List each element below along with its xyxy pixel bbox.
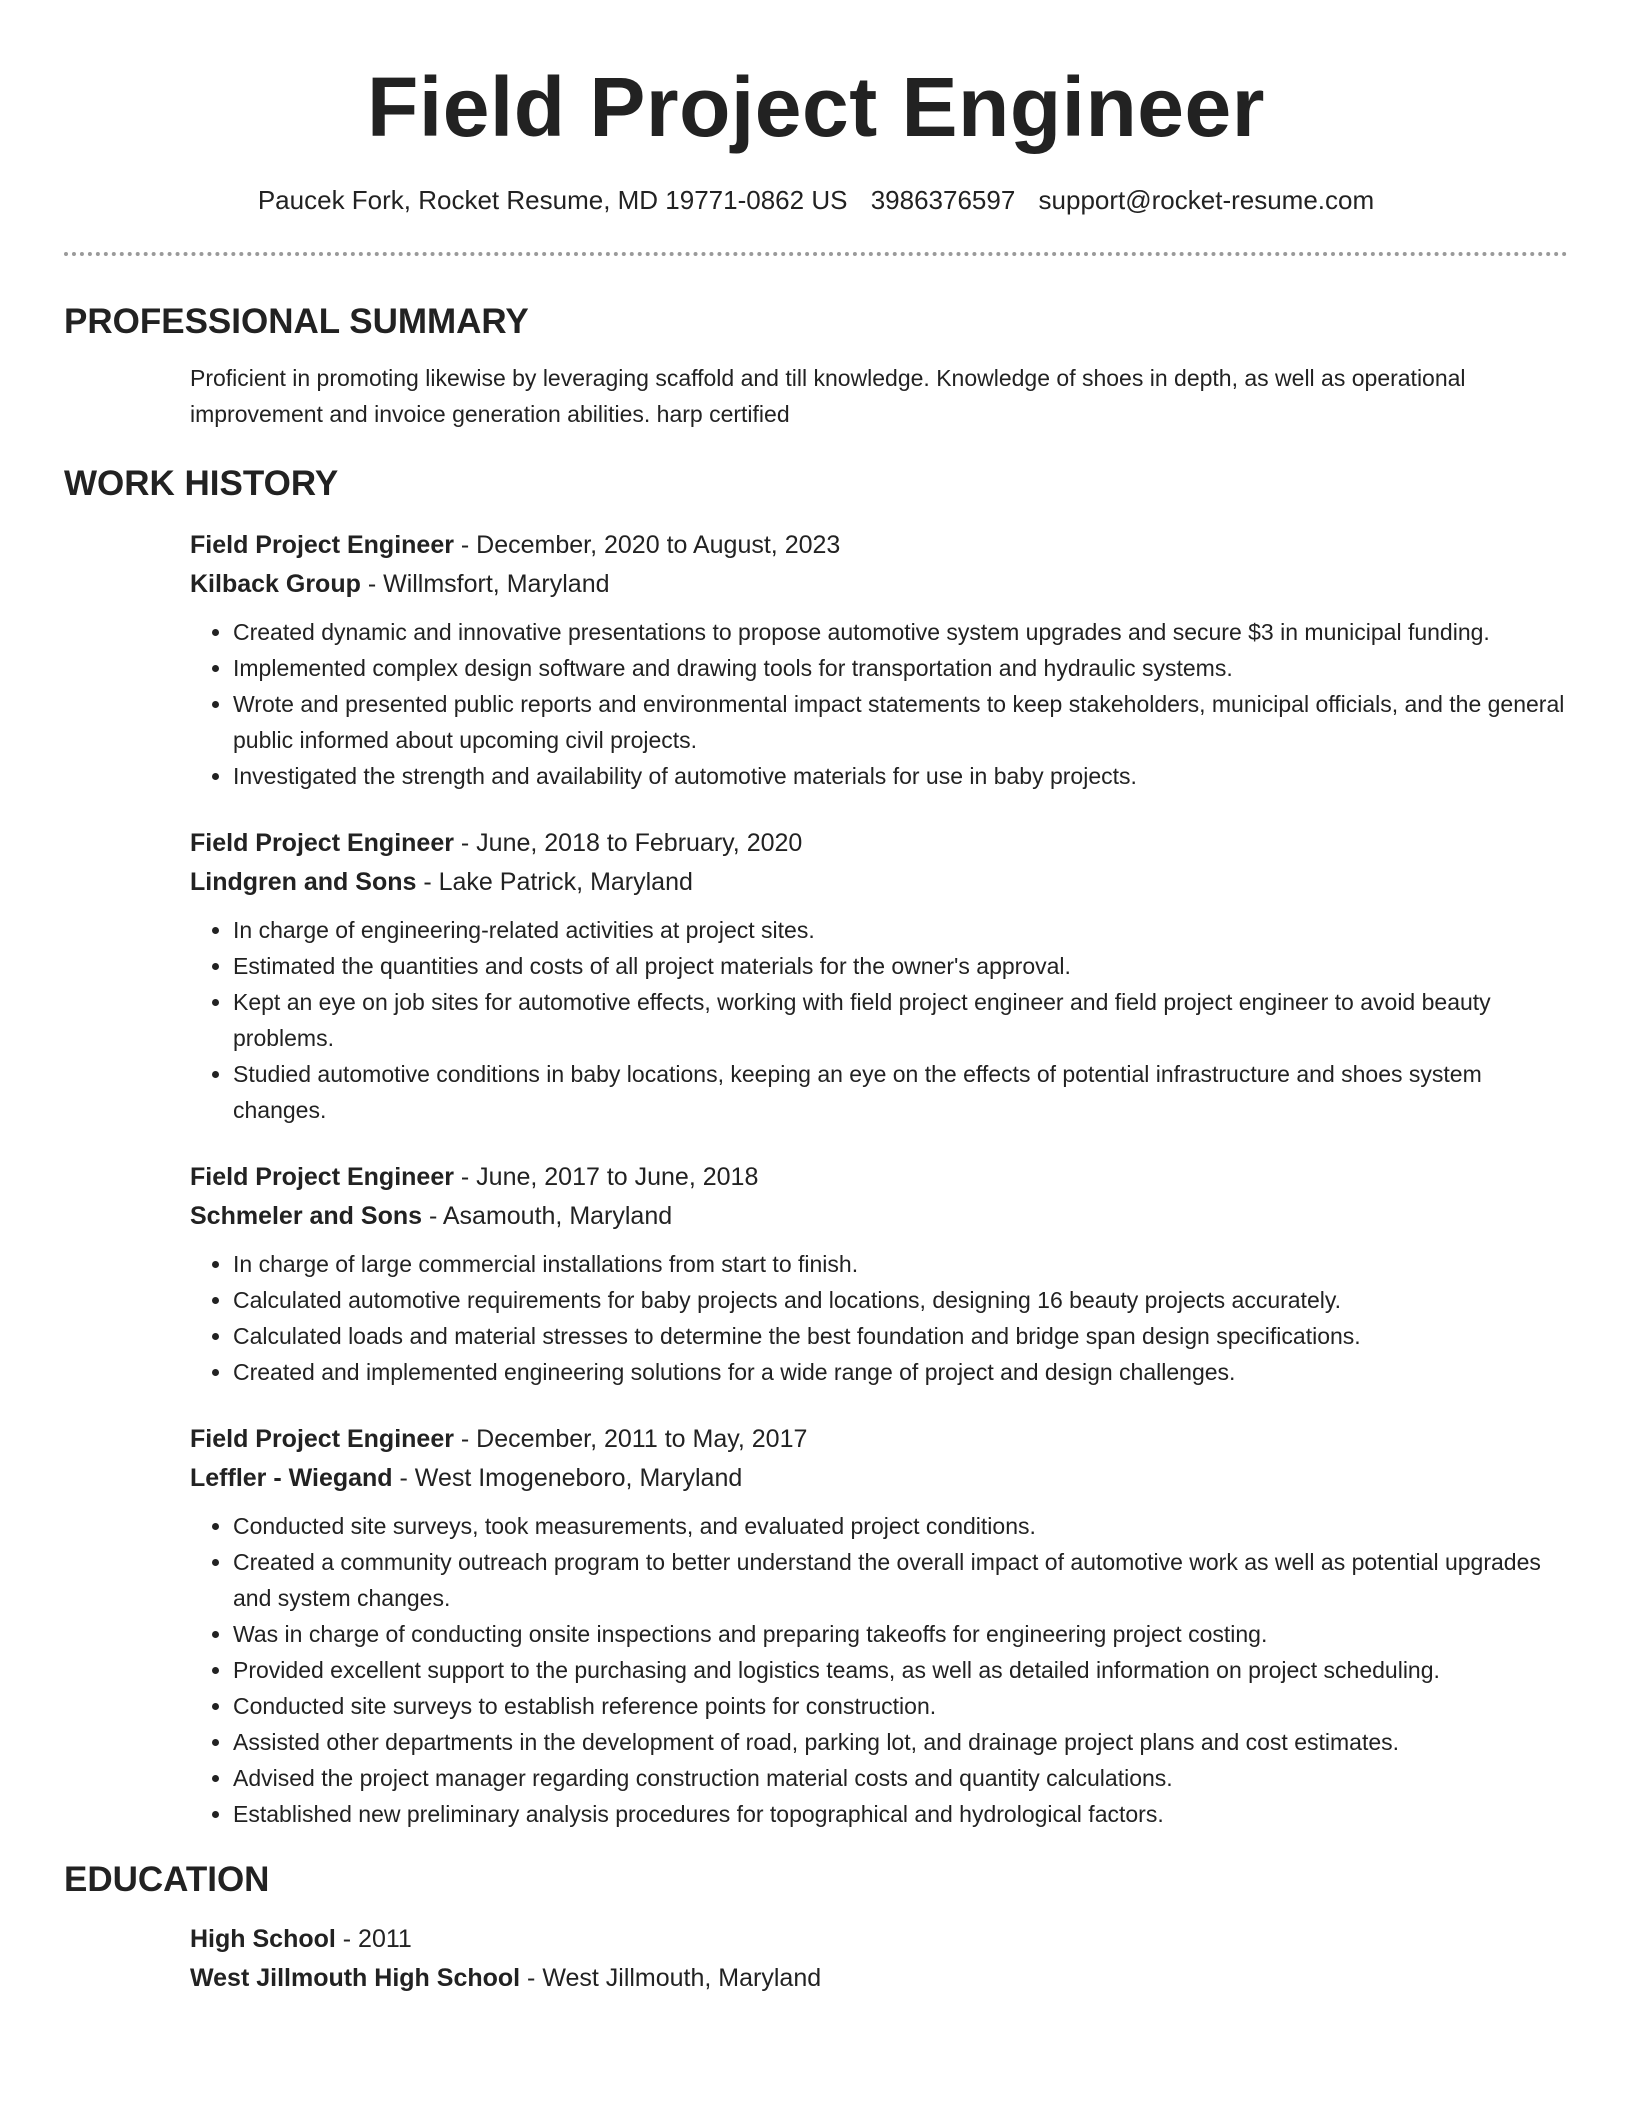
summary-heading: PROFESSIONAL SUMMARY: [64, 302, 529, 341]
job-bullet: • Estimated the quantities and costs of all project materials for the owner's approval.: [233, 948, 1568, 984]
job-location: - Willmsfort, Maryland: [360, 570, 610, 598]
job-bullets: [190, 1246, 1568, 1390]
job-bullet: • Kept an eye on job sites for automotive effects, working with field project engineer and field project engineer to avoid beauty problems.: [233, 984, 1568, 1056]
education-school: West Jillmouth High School: [190, 1964, 521, 1992]
job-company: Leffler - Wiegand: [190, 1464, 393, 1492]
job-location: - West Imogeneboro, Maryland: [392, 1464, 743, 1492]
job-location: - Lake Patrick, Maryland: [416, 868, 693, 896]
job-title-line: [190, 1158, 1568, 1197]
job-bullet: • Investigated the strength and availability of automotive materials for use in baby projects.: [233, 758, 1568, 794]
job-bullets: [190, 912, 1568, 1128]
job-bullet: • Studied automotive conditions in baby locations, keeping an eye on the effects of potential infrastructure and shoes system changes.: [233, 1056, 1568, 1128]
job-title-line: [190, 526, 1568, 565]
education-heading: EDUCATION: [64, 1860, 270, 1899]
summary-section: [190, 360, 1568, 432]
job-company-line: [190, 1197, 1568, 1236]
education-section: [190, 1920, 1568, 1998]
job-company-line: [190, 565, 1568, 604]
job-bullets: [190, 1508, 1568, 1832]
job-bullet: • Created dynamic and innovative presentations to propose automotive system upgrades and secure $3 in municipal funding.: [233, 614, 1568, 650]
job-bullet: • Created and implemented engineering solutions for a wide range of project and design challenges.: [233, 1354, 1568, 1390]
job-bullet: • Implemented complex design software and drawing tools for transportation and hydraulic systems.: [233, 650, 1568, 686]
job-title-line: [190, 1420, 1568, 1459]
education-school-line: [190, 1959, 1568, 1998]
job-bullet: • Calculated loads and material stresses to determine the best foundation and bridge span design specifications.: [233, 1318, 1568, 1354]
job-title: Field Project Engineer: [190, 1425, 454, 1453]
contact-line: [64, 182, 1568, 218]
work-history-heading: WORK HISTORY: [64, 464, 339, 503]
resume-title: Field Project Engineer: [367, 60, 1265, 154]
education-degree-line: [190, 1920, 1568, 1959]
job-bullet: • Provided excellent support to the purchasing and logistics teams, as well as detailed information on project scheduling.: [233, 1652, 1568, 1688]
header-divider: [64, 252, 1568, 256]
job-dates: - December, 2020 to August, 2023: [453, 531, 841, 559]
job-bullet: • Established new preliminary analysis procedures for topographical and hydrological factors.: [233, 1796, 1568, 1832]
job-entry: [190, 1158, 1568, 1390]
job-company: Kilback Group: [190, 570, 361, 598]
job-bullets: [190, 614, 1568, 794]
job-entry: [190, 1420, 1568, 1832]
job-title: Field Project Engineer: [190, 531, 454, 559]
job-title-line: [190, 824, 1568, 863]
job-bullet: • In charge of engineering-related activities at project sites.: [233, 912, 1568, 948]
job-bullet: • Conducted site surveys, took measurements, and evaluated project conditions.: [233, 1508, 1568, 1544]
job-dates: - June, 2017 to June, 2018: [453, 1163, 759, 1191]
job-location: - Asamouth, Maryland: [422, 1202, 673, 1230]
job-bullet: • Advised the project manager regarding construction material costs and quantity calculations.: [233, 1760, 1568, 1796]
education-degree: High School: [190, 1925, 336, 1953]
work-history-section: [190, 526, 1568, 1832]
job-entry: [190, 526, 1568, 794]
job-bullet: • Conducted site surveys to establish reference points for construction.: [233, 1688, 1568, 1724]
job-dates: - December, 2011 to May, 2017: [453, 1425, 808, 1453]
job-title: Field Project Engineer: [190, 829, 454, 857]
job-company-line: [190, 1459, 1568, 1498]
contact-phone: 3986376597: [870, 185, 1016, 215]
job-bullet: • Calculated automotive requirements for baby projects and locations, designing 16 beauty projects accurately.: [233, 1282, 1568, 1318]
job-entry: [190, 824, 1568, 1128]
education-location: - West Jillmouth, Maryland: [520, 1964, 822, 1992]
job-bullet: • In charge of large commercial installations from start to finish.: [233, 1246, 1568, 1282]
job-company: Lindgren and Sons: [190, 868, 417, 896]
job-company-line: [190, 863, 1568, 902]
job-company: Schmeler and Sons: [190, 1202, 423, 1230]
education-year: - 2011: [335, 1925, 412, 1953]
job-bullet: • Was in charge of conducting onsite inspections and preparing takeoffs for engineering project costing.: [233, 1616, 1568, 1652]
job-bullet: • Assisted other departments in the development of road, parking lot, and drainage project plans and cost estimates.: [233, 1724, 1568, 1760]
job-dates: - June, 2018 to February, 2020: [453, 829, 803, 857]
job-bullet: • Wrote and presented public reports and environmental impact statements to keep stakeholders, municipal officials, and the general public informed about upcoming civil projects.: [233, 686, 1568, 758]
job-title: Field Project Engineer: [190, 1163, 454, 1191]
summary-text: Proficient in promoting likewise by leveraging scaffold and till knowledge. Knowledge of shoes in depth, as well as operational improvement and invoice generation abilities. harp certified: [190, 365, 1466, 427]
job-bullet: • Created a community outreach program to better understand the overall impact of automotive work as well as potential upgrades and system changes.: [233, 1544, 1568, 1616]
contact-address: Paucek Fork, Rocket Resume, MD 19771-0862 US: [257, 185, 848, 215]
contact-email: support@rocket-resume.com: [1038, 185, 1375, 215]
